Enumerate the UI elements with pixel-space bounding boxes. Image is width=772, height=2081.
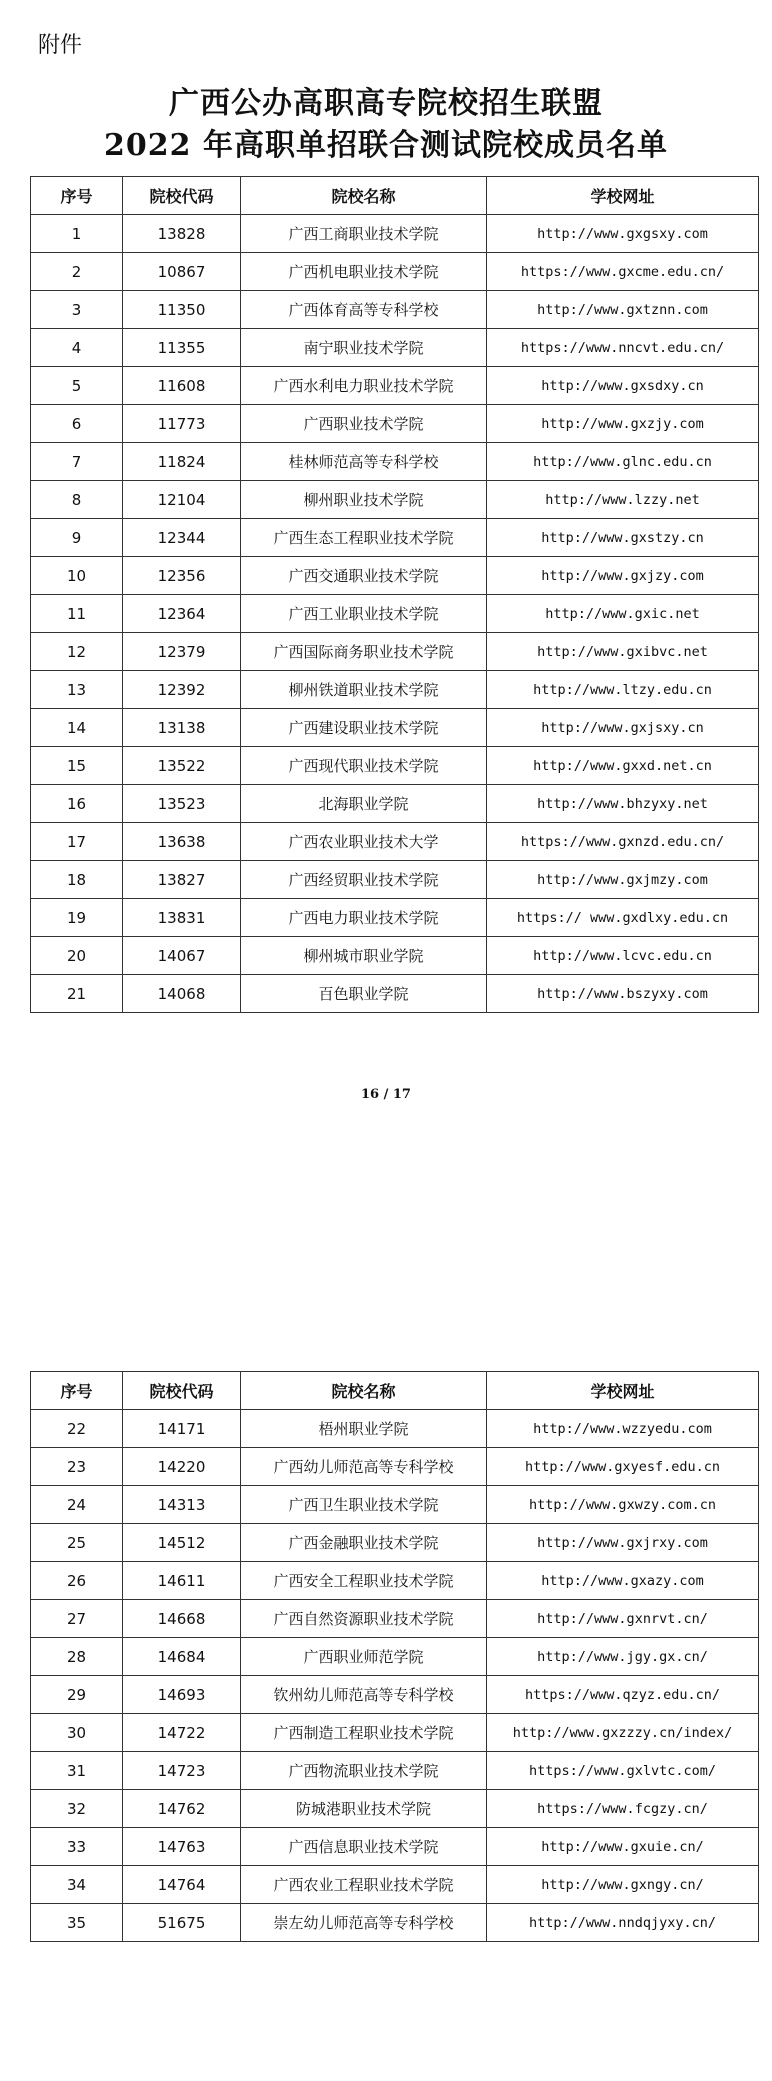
table-row bbox=[31, 367, 759, 405]
header-code: 院校代码 bbox=[123, 1372, 241, 1410]
school-name: 广西水利电力职业技术学院 bbox=[241, 367, 487, 405]
row-index: 12 bbox=[31, 633, 123, 671]
row-index: 18 bbox=[31, 861, 123, 899]
school-url[interactable]: https://www.nncvt.edu.cn/ bbox=[487, 329, 759, 367]
school-url[interactable]: http://www.gxjzy.com bbox=[487, 557, 759, 595]
row-index: 10 bbox=[31, 557, 123, 595]
school-code: 13138 bbox=[123, 709, 241, 747]
school-name: 柳州铁道职业技术学院 bbox=[241, 671, 487, 709]
school-url[interactable]: http://www.gxzzzy.cn/index/ bbox=[487, 1714, 759, 1752]
table-row bbox=[31, 253, 759, 291]
table-header-row bbox=[31, 1372, 759, 1410]
school-url[interactable]: http://www.gxnrvt.cn/ bbox=[487, 1600, 759, 1638]
row-index: 23 bbox=[31, 1448, 123, 1486]
table-row bbox=[31, 1752, 759, 1790]
school-code: 11608 bbox=[123, 367, 241, 405]
school-name: 北海职业学院 bbox=[241, 785, 487, 823]
school-code: 14723 bbox=[123, 1752, 241, 1790]
school-code: 12379 bbox=[123, 633, 241, 671]
school-url[interactable]: http://www.gxgsxy.com bbox=[487, 215, 759, 253]
school-code: 14611 bbox=[123, 1562, 241, 1600]
table-row bbox=[31, 861, 759, 899]
school-name: 广西职业技术学院 bbox=[241, 405, 487, 443]
table-row bbox=[31, 595, 759, 633]
school-url[interactable]: http://www.gxjrxy.com bbox=[487, 1524, 759, 1562]
school-name: 南宁职业技术学院 bbox=[241, 329, 487, 367]
row-index: 13 bbox=[31, 671, 123, 709]
school-name: 崇左幼儿师范高等专科学校 bbox=[241, 1904, 487, 1942]
school-url[interactable]: http://www.ltzy.edu.cn bbox=[487, 671, 759, 709]
row-index: 7 bbox=[31, 443, 123, 481]
row-index: 8 bbox=[31, 481, 123, 519]
school-url[interactable]: http://www.gxsdxy.cn bbox=[487, 367, 759, 405]
school-code: 10867 bbox=[123, 253, 241, 291]
row-index: 15 bbox=[31, 747, 123, 785]
table-row bbox=[31, 785, 759, 823]
school-url[interactable]: http://www.gxazy.com bbox=[487, 1562, 759, 1600]
row-index: 28 bbox=[31, 1638, 123, 1676]
school-name: 广西生态工程职业技术学院 bbox=[241, 519, 487, 557]
school-code: 11350 bbox=[123, 291, 241, 329]
table-row bbox=[31, 899, 759, 937]
school-url[interactable]: http://www.jgy.gx.cn/ bbox=[487, 1638, 759, 1676]
school-name: 防城港职业技术学院 bbox=[241, 1790, 487, 1828]
school-name: 广西体育高等专科学校 bbox=[241, 291, 487, 329]
row-index: 4 bbox=[31, 329, 123, 367]
school-name: 桂林师范高等专科学校 bbox=[241, 443, 487, 481]
table-row bbox=[31, 747, 759, 785]
row-index: 26 bbox=[31, 1562, 123, 1600]
table-row bbox=[31, 291, 759, 329]
school-code: 14764 bbox=[123, 1866, 241, 1904]
table-row bbox=[31, 1904, 759, 1942]
school-code: 14763 bbox=[123, 1828, 241, 1866]
school-url[interactable]: http://www.gxngy.cn/ bbox=[487, 1866, 759, 1904]
document-title-line2: 2022 年高职单招联合测试院校成员名单 bbox=[104, 128, 668, 163]
table-row bbox=[31, 1562, 759, 1600]
school-url[interactable]: http://www.glnc.edu.cn bbox=[487, 443, 759, 481]
attachment-label: 附件 bbox=[38, 33, 83, 58]
school-code: 14762 bbox=[123, 1790, 241, 1828]
school-code: 13827 bbox=[123, 861, 241, 899]
school-url[interactable]: http://www.gxstzy.cn bbox=[487, 519, 759, 557]
school-name: 百色职业学院 bbox=[241, 975, 487, 1013]
table-row bbox=[31, 1866, 759, 1904]
school-url[interactable]: http://www.lzzy.net bbox=[487, 481, 759, 519]
school-name: 广西信息职业技术学院 bbox=[241, 1828, 487, 1866]
table-row bbox=[31, 481, 759, 519]
school-url[interactable]: https:// www.gxdlxy.edu.cn bbox=[487, 899, 759, 937]
school-name: 广西现代职业技术学院 bbox=[241, 747, 487, 785]
school-code: 12364 bbox=[123, 595, 241, 633]
school-code: 14068 bbox=[123, 975, 241, 1013]
table-row bbox=[31, 937, 759, 975]
school-code: 14722 bbox=[123, 1714, 241, 1752]
school-name: 广西电力职业技术学院 bbox=[241, 899, 487, 937]
school-code: 51675 bbox=[123, 1904, 241, 1942]
school-name: 广西工业职业技术学院 bbox=[241, 595, 487, 633]
row-index: 21 bbox=[31, 975, 123, 1013]
header-code: 院校代码 bbox=[123, 177, 241, 215]
school-code: 13522 bbox=[123, 747, 241, 785]
row-index: 19 bbox=[31, 899, 123, 937]
row-index: 14 bbox=[31, 709, 123, 747]
row-index: 20 bbox=[31, 937, 123, 975]
table-row bbox=[31, 671, 759, 709]
school-name: 广西机电职业技术学院 bbox=[241, 253, 487, 291]
table-row bbox=[31, 519, 759, 557]
school-name: 钦州幼儿师范高等专科学校 bbox=[241, 1676, 487, 1714]
header-index: 序号 bbox=[31, 1372, 123, 1410]
school-code: 14668 bbox=[123, 1600, 241, 1638]
school-url[interactable]: http://www.gxxd.net.cn bbox=[487, 747, 759, 785]
row-index: 25 bbox=[31, 1524, 123, 1562]
table-row bbox=[31, 1600, 759, 1638]
school-code: 12104 bbox=[123, 481, 241, 519]
table-row bbox=[31, 1828, 759, 1866]
school-code: 11773 bbox=[123, 405, 241, 443]
school-url[interactable]: http://www.gxwzy.com.cn bbox=[487, 1486, 759, 1524]
school-url[interactable]: http://www.lcvc.edu.cn bbox=[487, 937, 759, 975]
header-website: 学校网址 bbox=[487, 177, 759, 215]
table-row bbox=[31, 1714, 759, 1752]
table-row bbox=[31, 443, 759, 481]
page-number: 16 / 17 bbox=[361, 1087, 411, 1102]
row-index: 2 bbox=[31, 253, 123, 291]
school-name: 柳州职业技术学院 bbox=[241, 481, 487, 519]
row-index: 24 bbox=[31, 1486, 123, 1524]
school-code: 11355 bbox=[123, 329, 241, 367]
row-index: 31 bbox=[31, 1752, 123, 1790]
row-index: 1 bbox=[31, 215, 123, 253]
school-url[interactable]: https://www.gxcme.edu.cn/ bbox=[487, 253, 759, 291]
row-index: 9 bbox=[31, 519, 123, 557]
table-row bbox=[31, 215, 759, 253]
table-row bbox=[31, 975, 759, 1013]
school-code: 13523 bbox=[123, 785, 241, 823]
school-code: 14313 bbox=[123, 1486, 241, 1524]
header-school-name: 院校名称 bbox=[241, 177, 487, 215]
school-url[interactable]: http://www.gxjmzy.com bbox=[487, 861, 759, 899]
row-index: 35 bbox=[31, 1904, 123, 1942]
school-url[interactable]: http://www.gxtznn.com bbox=[487, 291, 759, 329]
row-index: 5 bbox=[31, 367, 123, 405]
table-row bbox=[31, 633, 759, 671]
school-code: 13638 bbox=[123, 823, 241, 861]
school-url[interactable]: https://www.gxlvtc.com/ bbox=[487, 1752, 759, 1790]
school-name: 广西幼儿师范高等专科学校 bbox=[241, 1448, 487, 1486]
row-index: 16 bbox=[31, 785, 123, 823]
table-row bbox=[31, 1486, 759, 1524]
row-index: 11 bbox=[31, 595, 123, 633]
document-title-line1: 广西公办高职高专院校招生联盟 bbox=[169, 86, 603, 121]
school-name: 广西工商职业技术学院 bbox=[241, 215, 487, 253]
table-header-row bbox=[31, 177, 759, 215]
school-name: 广西自然资源职业技术学院 bbox=[241, 1600, 487, 1638]
school-name: 柳州城市职业学院 bbox=[241, 937, 487, 975]
school-name: 广西制造工程职业技术学院 bbox=[241, 1714, 487, 1752]
table-row bbox=[31, 823, 759, 861]
members-table-page2 bbox=[30, 1371, 759, 1942]
school-code: 14684 bbox=[123, 1638, 241, 1676]
school-name: 广西交通职业技术学院 bbox=[241, 557, 487, 595]
school-name: 梧州职业学院 bbox=[241, 1410, 487, 1448]
school-name: 广西农业职业技术大学 bbox=[241, 823, 487, 861]
school-name: 广西物流职业技术学院 bbox=[241, 1752, 487, 1790]
school-url[interactable]: http://www.gxic.net bbox=[487, 595, 759, 633]
row-index: 30 bbox=[31, 1714, 123, 1752]
table-row bbox=[31, 1676, 759, 1714]
school-code: 12344 bbox=[123, 519, 241, 557]
table-row bbox=[31, 329, 759, 367]
row-index: 29 bbox=[31, 1676, 123, 1714]
school-name: 广西建设职业技术学院 bbox=[241, 709, 487, 747]
school-url[interactable]: https://www.fcgzy.cn/ bbox=[487, 1790, 759, 1828]
header-website: 学校网址 bbox=[487, 1372, 759, 1410]
school-url[interactable]: http://www.bhzyxy.net bbox=[487, 785, 759, 823]
school-url[interactable]: http://www.bszyxy.com bbox=[487, 975, 759, 1013]
school-code: 14693 bbox=[123, 1676, 241, 1714]
table-row bbox=[31, 1790, 759, 1828]
header-index: 序号 bbox=[31, 177, 123, 215]
school-code: 13831 bbox=[123, 899, 241, 937]
school-code: 12392 bbox=[123, 671, 241, 709]
row-index: 3 bbox=[31, 291, 123, 329]
school-url[interactable]: http://www.gxuie.cn/ bbox=[487, 1828, 759, 1866]
row-index: 22 bbox=[31, 1410, 123, 1448]
school-url[interactable]: http://www.gxjsxy.cn bbox=[487, 709, 759, 747]
school-code: 14220 bbox=[123, 1448, 241, 1486]
row-index: 6 bbox=[31, 405, 123, 443]
school-name: 广西农业工程职业技术学院 bbox=[241, 1866, 487, 1904]
school-url[interactable]: http://www.gxyesf.edu.cn bbox=[487, 1448, 759, 1486]
school-name: 广西安全工程职业技术学院 bbox=[241, 1562, 487, 1600]
table-row bbox=[31, 1638, 759, 1676]
school-code: 12356 bbox=[123, 557, 241, 595]
row-index: 32 bbox=[31, 1790, 123, 1828]
table-row bbox=[31, 1524, 759, 1562]
school-url[interactable]: https://www.qzyz.edu.cn/ bbox=[487, 1676, 759, 1714]
school-code: 14512 bbox=[123, 1524, 241, 1562]
school-url[interactable]: http://www.wzzyedu.com bbox=[487, 1410, 759, 1448]
table-row bbox=[31, 1448, 759, 1486]
school-code: 13828 bbox=[123, 215, 241, 253]
school-name: 广西国际商务职业技术学院 bbox=[241, 633, 487, 671]
header-school-name: 院校名称 bbox=[241, 1372, 487, 1410]
school-code: 11824 bbox=[123, 443, 241, 481]
school-name: 广西职业师范学院 bbox=[241, 1638, 487, 1676]
row-index: 17 bbox=[31, 823, 123, 861]
school-name: 广西卫生职业技术学院 bbox=[241, 1486, 487, 1524]
row-index: 34 bbox=[31, 1866, 123, 1904]
table-row bbox=[31, 1410, 759, 1448]
members-table-page1 bbox=[30, 176, 759, 1013]
school-code: 14067 bbox=[123, 937, 241, 975]
school-url[interactable]: http://www.nndqjyxy.cn/ bbox=[487, 1904, 759, 1942]
school-url[interactable]: https://www.gxnzd.edu.cn/ bbox=[487, 823, 759, 861]
school-url[interactable]: http://www.gxibvc.net bbox=[487, 633, 759, 671]
table-row bbox=[31, 405, 759, 443]
school-url[interactable]: http://www.gxzjy.com bbox=[487, 405, 759, 443]
row-index: 33 bbox=[31, 1828, 123, 1866]
table-row bbox=[31, 557, 759, 595]
school-name: 广西经贸职业技术学院 bbox=[241, 861, 487, 899]
row-index: 27 bbox=[31, 1600, 123, 1638]
school-name: 广西金融职业技术学院 bbox=[241, 1524, 487, 1562]
table-row bbox=[31, 709, 759, 747]
school-code: 14171 bbox=[123, 1410, 241, 1448]
